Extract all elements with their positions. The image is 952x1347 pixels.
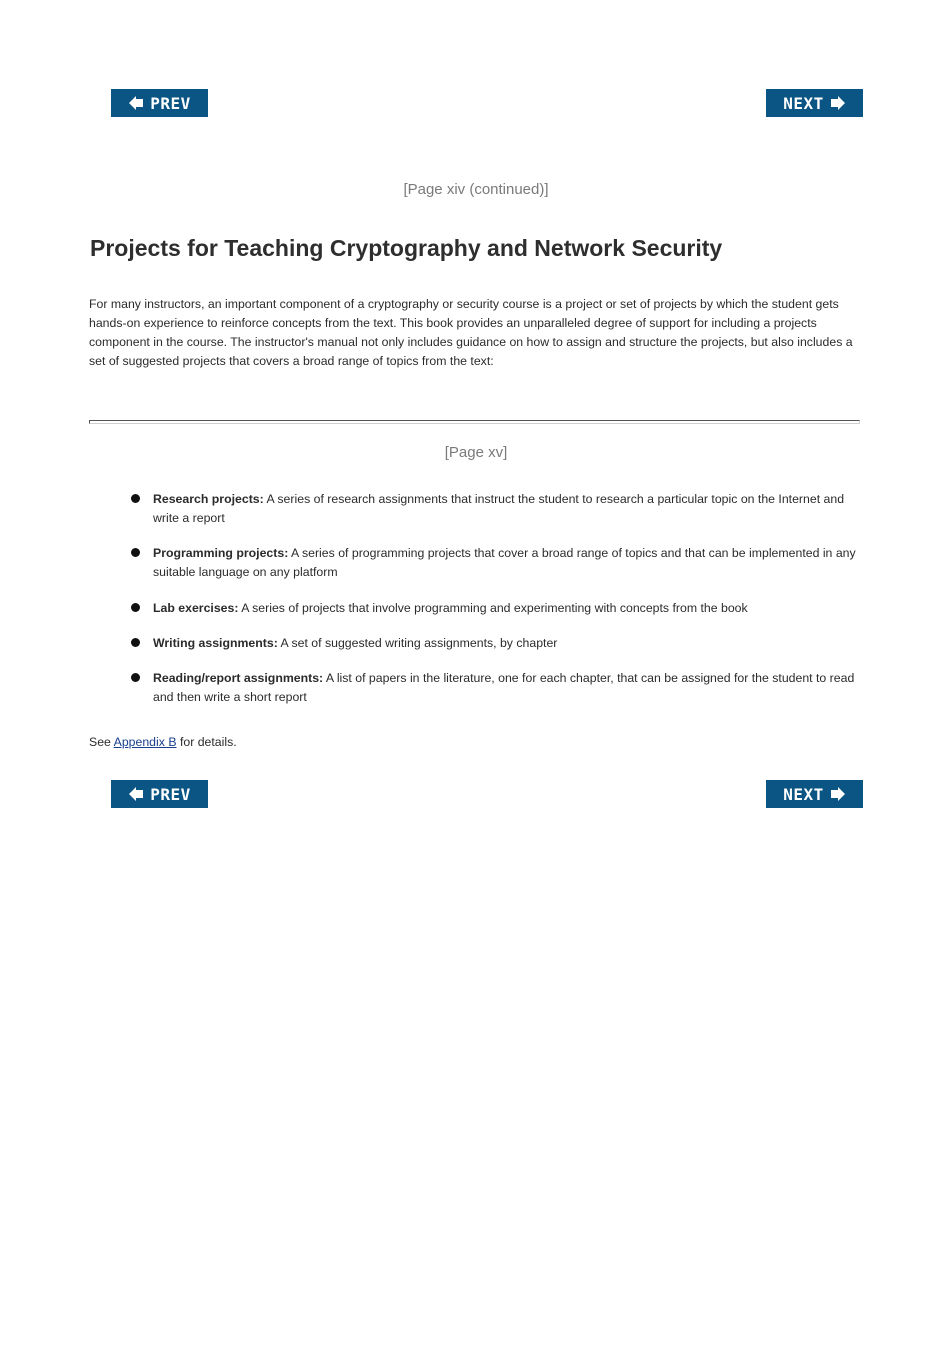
bullet-icon: [131, 494, 140, 503]
arrow-left-icon: [128, 786, 144, 802]
list-item: [153, 544, 865, 582]
arrow-right-icon: [830, 95, 846, 111]
bullet-icon: [131, 673, 140, 682]
prev-label: PREV: [150, 93, 191, 113]
next-button-bottom[interactable]: [766, 780, 863, 808]
list-item: [153, 599, 865, 618]
intro-paragraph: For many instructors, an important component of a cryptography or security course is a project or set of projects by which the student gets hands-on experience to reinforce concepts from the text. This book provides an unparalleled degree of support for including a projects component in the course. The instructor's manual not only includes guidance on how to assign and structure the projects, but also includes a set of suggested projects that covers a broad range of topics from the text:: [89, 297, 853, 368]
page-divider: [89, 420, 860, 424]
bullet-icon: [131, 638, 140, 647]
next-label: NEXT: [783, 784, 824, 804]
prev-button-bottom[interactable]: [111, 780, 208, 808]
list-item: [153, 634, 865, 653]
appendix-b-link[interactable]: Appendix B: [113, 735, 177, 749]
item-text: A series of research assignments that instruct the student to research a particular topic on the Internet and write a report: [153, 492, 845, 525]
next-label: NEXT: [783, 93, 824, 113]
prev-label: PREV: [150, 784, 191, 804]
arrow-left-icon: [128, 95, 144, 111]
item-label: Writing assignments:: [153, 636, 278, 650]
page-marker-xv: [Page xv]: [444, 444, 508, 461]
item-text: A list of papers in the literature, one for each chapter, that can be assigned for the student to read and then write a short report: [153, 671, 855, 704]
bullet-icon: [131, 548, 140, 557]
list-item: [153, 490, 865, 528]
item-text: A series of programming projects that cover a broad range of topics and that can be implemented in any suitable language on any platform: [153, 546, 856, 579]
section-title: Projects for Teaching Cryptography and Network Security: [90, 235, 723, 261]
see-prefix: See: [89, 735, 114, 749]
next-button-top[interactable]: [766, 89, 863, 117]
item-label: Programming projects:: [153, 546, 289, 560]
item-label: Lab exercises:: [153, 601, 239, 615]
prev-button-top[interactable]: [111, 89, 208, 117]
bullet-icon: [131, 603, 140, 612]
page-marker-xiv: [Page xiv (continued)]: [403, 181, 549, 198]
list-item: [153, 669, 865, 707]
item-text: A series of projects that involve programming and experimenting with concepts from the book: [238, 601, 748, 615]
see-appendix-line: [89, 733, 237, 752]
see-suffix: for details.: [176, 735, 237, 749]
arrow-right-icon: [830, 786, 846, 802]
item-label: Reading/report assignments:: [153, 671, 324, 685]
item-text: A set of suggested writing assignments, by chapter: [277, 636, 558, 650]
item-label: Research projects:: [153, 492, 264, 506]
